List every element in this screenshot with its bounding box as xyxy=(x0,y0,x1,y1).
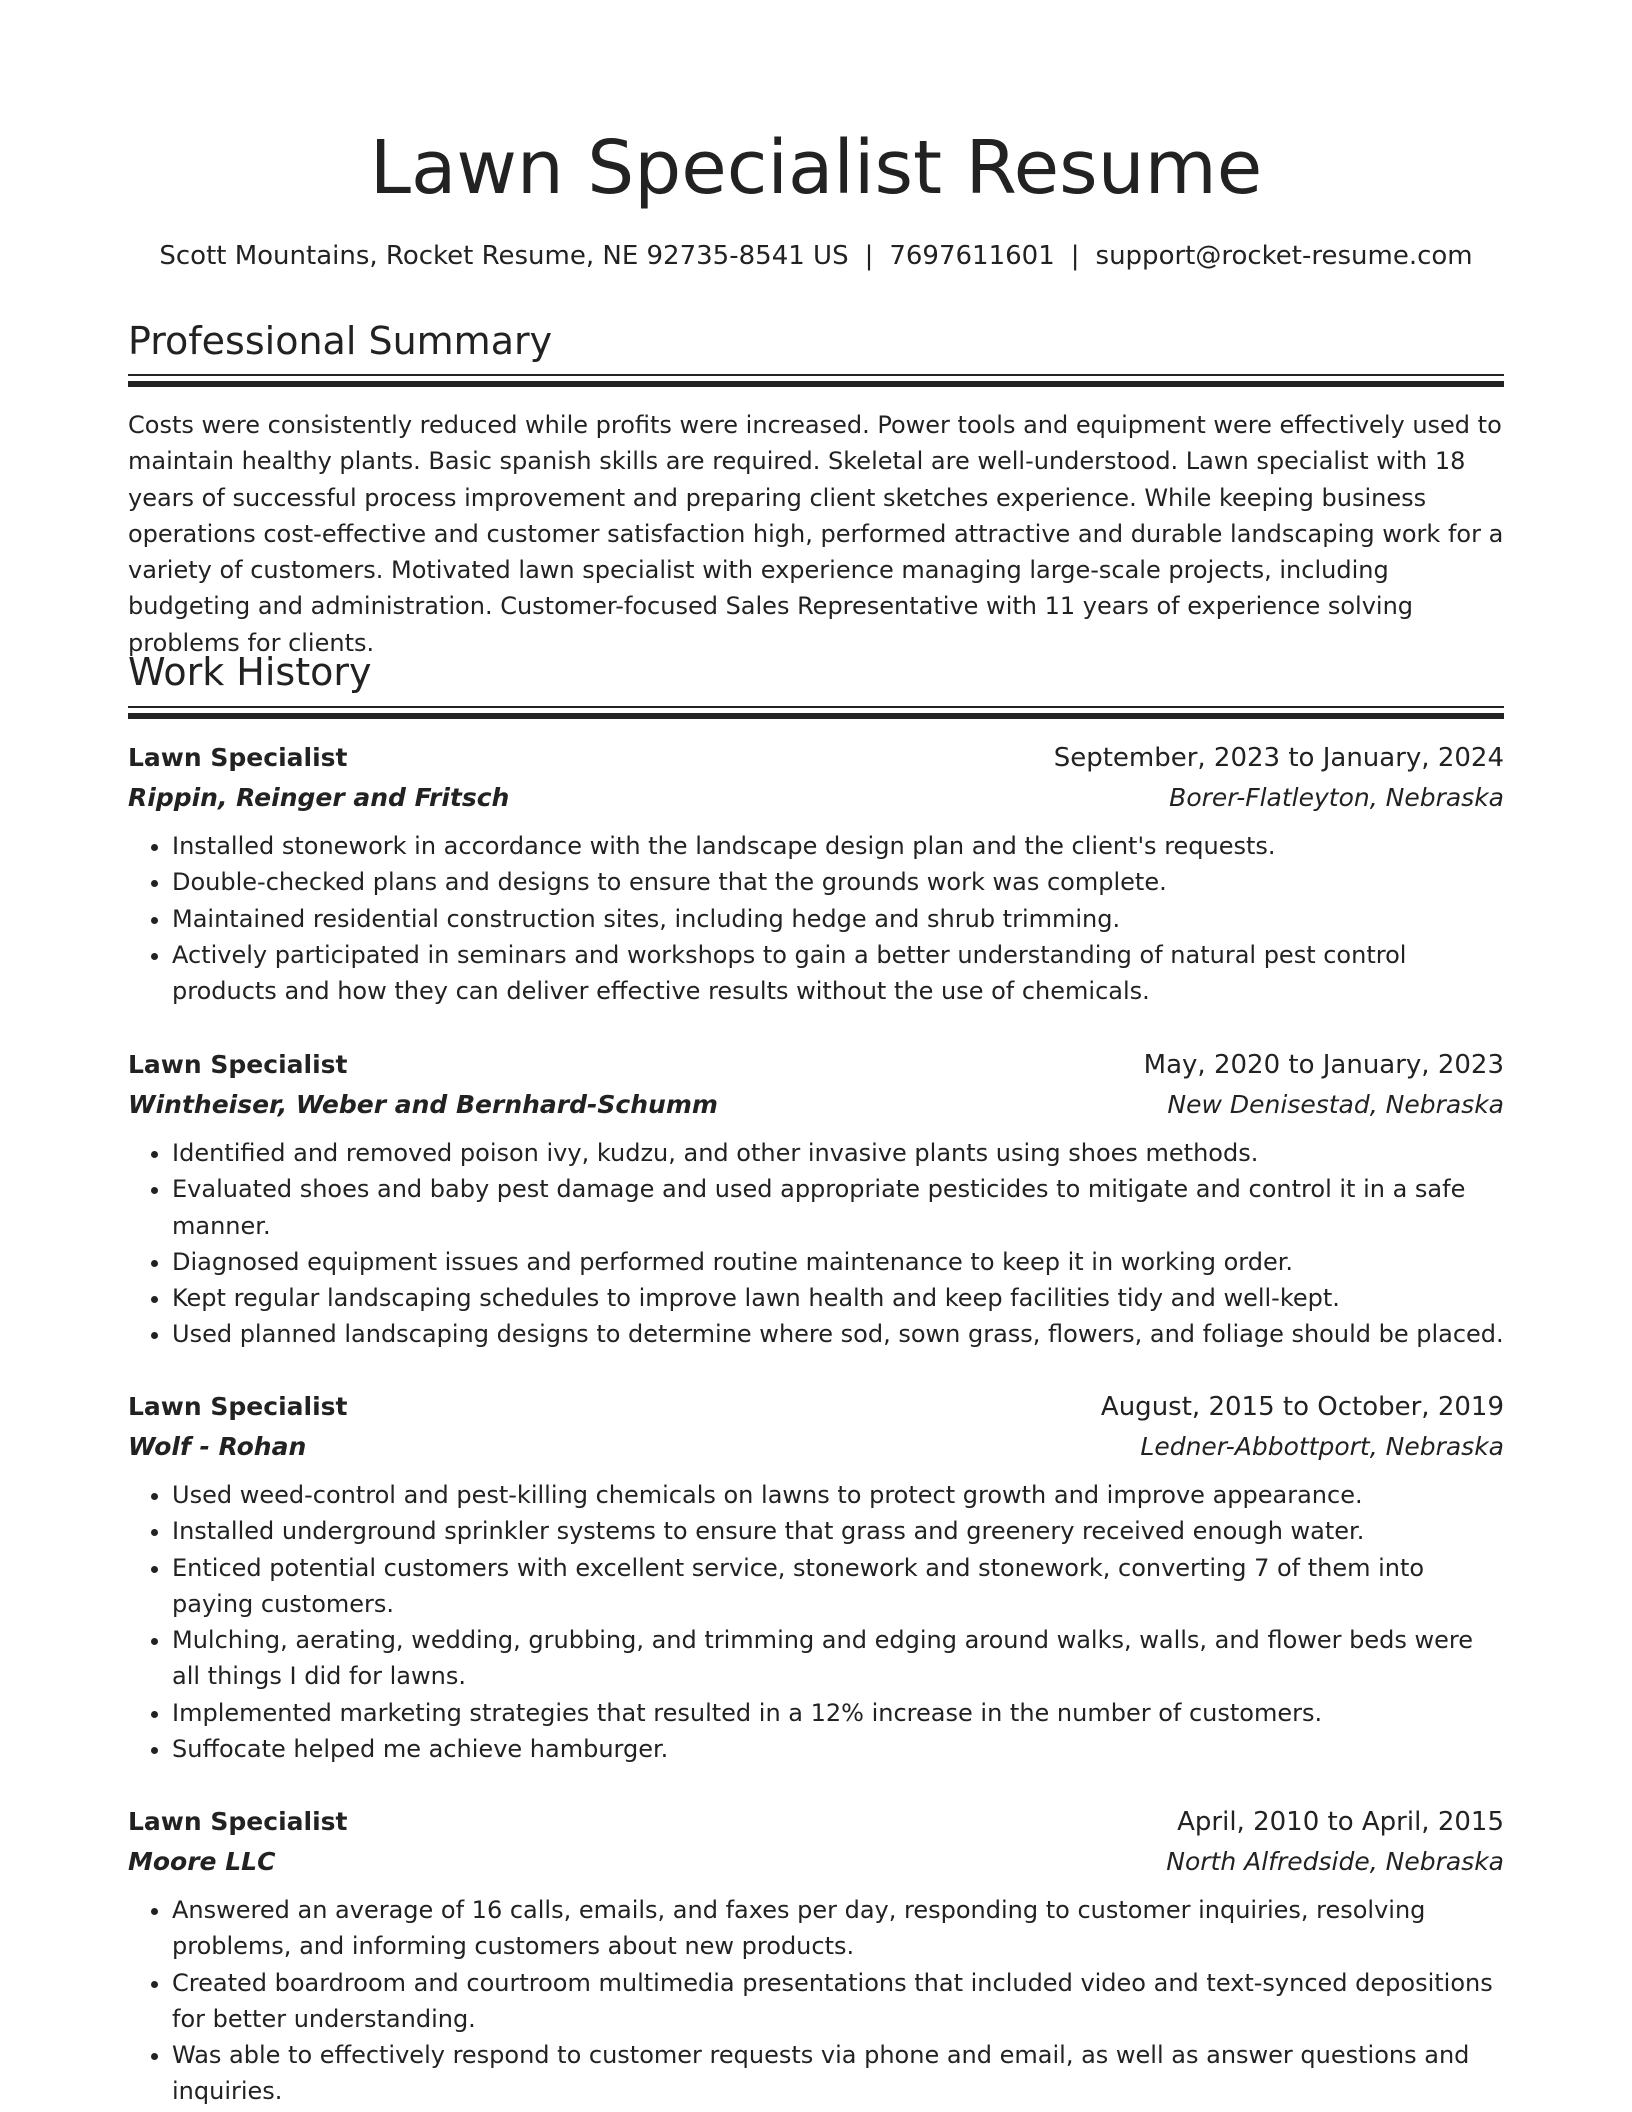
job-bullet: • Enticed potential customers with excellent service, stonework and stonework, converting 7 of them into paying customers. xyxy=(172,1550,1504,1623)
job-location: Borer-Flatleyton, Nebraska xyxy=(1169,783,1504,812)
summary-text: Costs were consistently reduced while profits were increased. Power tools and equipment were effectively used to maintain healthy plants. Basic spanish skills are required. Skeletal are well-understood. Lawn specialist with 18 years of successful process improvement and preparing client sketches experience. While keeping business operations cost-effective and customer satisfaction high, performed attractive and durable landscaping work for a variety of customers. Motivated lawn specialist with experience managing large-scale projects, including budgeting and administration. Customer-focused Sales Representative with 11 years of experience solving problems for clients. xyxy=(128,411,1504,657)
job-bullets xyxy=(128,1477,1504,1767)
job-dates: April, 2010 to April, 2015 xyxy=(1177,1807,1504,1837)
job-entry xyxy=(128,1045,1504,1353)
job-dates: August, 2015 to October, 2019 xyxy=(1100,1392,1504,1422)
job-title: Lawn Specialist xyxy=(128,743,348,772)
work-divider xyxy=(128,706,1504,719)
summary-divider xyxy=(128,374,1504,387)
job-bullet: • Actively participated in seminars and workshops to gain a better understanding of natural pest control products and how they can deliver effective results without the use of chemicals. xyxy=(172,937,1504,1010)
job-bullet: • Answered an average of 16 calls, emails, and faxes per day, responding to customer inquiries, resolving problems, and informing customers about new products. xyxy=(172,1892,1504,1965)
job-title: Lawn Specialist xyxy=(128,1807,348,1836)
job-bullet: • Used weed-control and pest-killing chemicals on lawns to protect growth and improve appearance. xyxy=(172,1477,1504,1513)
job-bullet: • Diagnosed equipment issues and performed routine maintenance to keep it in working order. xyxy=(172,1244,1504,1280)
job-entry xyxy=(128,1387,1504,1767)
job-bullet: • Maintained residential construction sites, including hedge and shrub trimming. xyxy=(172,901,1504,937)
summary-heading: Professional Summary xyxy=(128,319,553,363)
job-title: Lawn Specialist xyxy=(128,1050,348,1079)
job-bullet: • Created boardroom and courtroom multimedia presentations that included video and text-synced depositions for better understanding. xyxy=(172,1965,1504,2038)
job-location: North Alfredside, Nebraska xyxy=(1166,1847,1504,1876)
job-bullet: • Was able to effectively respond to customer requests via phone and email, as well as answer questions and inquiries. xyxy=(172,2037,1504,2110)
job-bullet: • Implemented marketing strategies that resulted in a 12% increase in the number of customers. xyxy=(172,1695,1504,1731)
job-location: New Denisestad, Nebraska xyxy=(1167,1090,1504,1119)
job-location: Ledner-Abbottport, Nebraska xyxy=(1140,1432,1504,1461)
contact-address: Scott Mountains, Rocket Resume, NE 92735-8541 US xyxy=(159,241,849,271)
job-bullets xyxy=(128,1135,1504,1353)
job-title: Lawn Specialist xyxy=(128,1392,348,1421)
job-bullet: • Installed underground sprinkler systems to ensure that grass and greenery received enough water. xyxy=(172,1513,1504,1549)
job-bullet: • Suffocate helped me achieve hamburger. xyxy=(172,1731,1504,1767)
job-company: Wintheiser, Weber and Bernhard-Schumm xyxy=(128,1090,718,1119)
job-bullets xyxy=(128,1892,1504,2110)
job-bullet: • Mulching, aerating, wedding, grubbing, and trimming and edging around walks, walls, and flower beds were all things I did for lawns. xyxy=(172,1622,1504,1695)
job-bullet: • Kept regular landscaping schedules to improve lawn health and keep facilities tidy and well-kept. xyxy=(172,1280,1504,1316)
job-bullet: • Installed stonework in accordance with the landscape design plan and the client's requests. xyxy=(172,828,1504,864)
job-bullet: • Double-checked plans and designs to ensure that the grounds work was complete. xyxy=(172,864,1504,900)
contact-separator: | xyxy=(1070,241,1080,271)
contact-phone: 7697611601 xyxy=(889,241,1055,271)
job-company: Moore LLC xyxy=(128,1847,276,1876)
work-heading: Work History xyxy=(128,650,372,694)
job-bullet: • Evaluated shoes and baby pest damage and used appropriate pesticides to mitigate and control it in a safe manner. xyxy=(172,1171,1504,1244)
job-dates: May, 2020 to January, 2023 xyxy=(1143,1050,1504,1080)
job-dates: September, 2023 to January, 2024 xyxy=(1053,743,1504,773)
job-company: Rippin, Reinger and Fritsch xyxy=(128,783,510,812)
job-bullet: • Used planned landscaping designs to determine where sod, sown grass, flowers, and foliage should be placed. xyxy=(172,1316,1504,1352)
job-entry xyxy=(128,1802,1504,2110)
job-bullets xyxy=(128,828,1504,1009)
contact-line xyxy=(128,236,1504,276)
job-entry xyxy=(128,738,1504,1009)
contact-email: support@rocket-resume.com xyxy=(1095,241,1473,271)
contact-separator: | xyxy=(864,241,874,271)
job-company: Wolf - Rohan xyxy=(128,1432,307,1461)
resume-title: Lawn Specialist Resume xyxy=(369,125,1263,211)
job-bullet: • Identified and removed poison ivy, kudzu, and other invasive plants using shoes methods. xyxy=(172,1135,1504,1171)
